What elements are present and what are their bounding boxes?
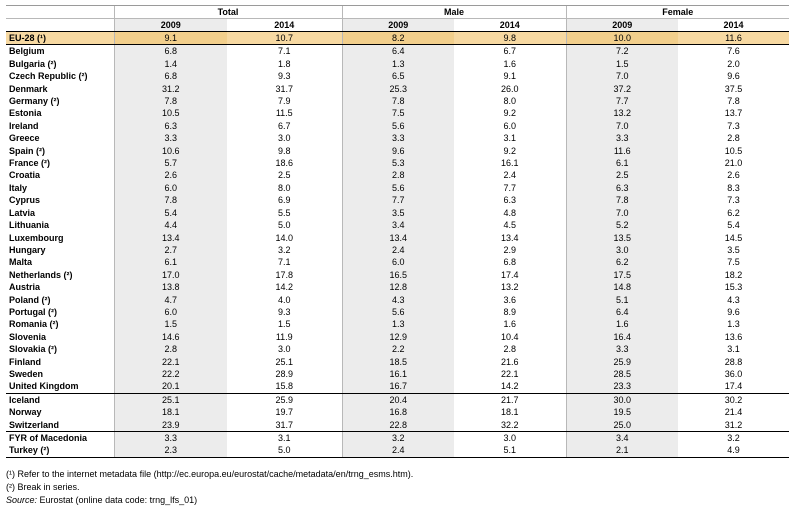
value-cell: 13.6 <box>724 331 743 342</box>
table-row <box>6 256 789 268</box>
value-cell: 5.3 <box>342 157 454 169</box>
value-cell: 6.1 <box>114 256 227 268</box>
source-line <box>6 494 795 507</box>
value-cell: 31.2 <box>114 83 227 95</box>
value-cell: 1.5 <box>277 319 291 330</box>
country-name: Greece <box>9 133 40 144</box>
value-cell: 28.9 <box>275 368 294 379</box>
country-name: Finland <box>9 356 41 367</box>
value-cell: 2.7 <box>114 244 227 256</box>
value-cell: 16.1 <box>500 158 519 169</box>
value-cell: 31.7 <box>275 83 294 94</box>
country-name: Iceland <box>9 394 41 405</box>
table-row <box>6 58 789 70</box>
value-cell: 30.2 <box>724 394 743 405</box>
header-years-row <box>6 19 789 32</box>
value-cell: 7.0 <box>566 120 678 132</box>
value-cell: 10.5 <box>724 145 743 156</box>
value-cell: 1.3 <box>342 318 454 330</box>
value-cell: 1.4 <box>114 58 227 70</box>
value-cell: 13.4 <box>500 232 519 243</box>
value-cell: 3.0 <box>503 433 517 443</box>
value-cell: 21.4 <box>724 407 743 418</box>
table-row <box>6 83 789 95</box>
value-cell: 3.2 <box>342 432 454 445</box>
table-row <box>6 107 789 119</box>
value-cell: 6.0 <box>503 120 517 131</box>
value-cell: 1.6 <box>503 319 517 330</box>
country-name: Sweden <box>9 368 44 379</box>
value-cell: 16.4 <box>566 331 678 343</box>
value-cell: 22.2 <box>114 368 227 380</box>
country-name: Czech Republic (²) <box>9 71 88 82</box>
value-cell: 14.5 <box>724 232 743 243</box>
value-cell: 5.0 <box>277 220 291 231</box>
value-cell: 2.1 <box>566 444 678 457</box>
value-cell: 6.4 <box>566 306 678 318</box>
value-cell: 20.1 <box>114 380 227 393</box>
value-cell: 1.3 <box>342 58 454 70</box>
table-row <box>6 294 789 306</box>
table-row <box>6 95 789 107</box>
value-cell: 23.9 <box>114 419 227 432</box>
value-cell: 9.2 <box>503 108 517 119</box>
value-cell: 4.3 <box>342 294 454 306</box>
country-name: Turkey (²) <box>6 444 114 457</box>
value-cell: 6.3 <box>566 182 678 194</box>
table-row <box>6 419 789 432</box>
value-cell: 21.0 <box>724 158 743 169</box>
value-cell: 2.4 <box>503 170 517 181</box>
value-cell: 18.5 <box>342 356 454 368</box>
value-cell: 5.1 <box>454 444 566 457</box>
value-cell: 5.2 <box>566 219 678 231</box>
value-cell: 14.2 <box>275 282 294 293</box>
value-cell: 5.6 <box>342 182 454 194</box>
value-cell: 25.9 <box>566 356 678 368</box>
header-year: 2014 <box>454 19 566 32</box>
value-cell: 6.3 <box>503 195 517 206</box>
value-cell: 11.5 <box>275 108 293 119</box>
header-corner-2 <box>6 19 114 32</box>
data-table <box>6 5 789 458</box>
value-cell: 37.2 <box>566 83 678 95</box>
country-name: Hungary <box>9 244 46 255</box>
country-name: France (²) <box>9 158 51 169</box>
value-cell: 25.3 <box>342 83 454 95</box>
country-name: Netherlands (²) <box>9 269 73 280</box>
value-cell: 6.8 <box>503 257 517 268</box>
value-cell: 4.8 <box>503 207 517 218</box>
value-cell: 30.0 <box>566 393 678 406</box>
value-cell: 3.0 <box>277 344 291 355</box>
value-cell: 5.4 <box>114 207 227 219</box>
value-cell: 3.1 <box>277 433 291 443</box>
value-cell: 7.8 <box>342 95 454 107</box>
header-year: 2009 <box>342 19 454 32</box>
value-cell: 14.2 <box>454 380 566 393</box>
value-cell: 28.8 <box>724 356 743 367</box>
value-cell: 9.8 <box>277 145 291 156</box>
value-cell: 6.8 <box>114 70 227 82</box>
value-cell: 9.6 <box>727 306 740 317</box>
value-cell: 2.0 <box>727 58 740 69</box>
value-cell: 28.5 <box>566 368 678 380</box>
value-cell: 10.7 <box>227 32 342 45</box>
table-row <box>6 207 789 219</box>
table-row <box>6 444 789 457</box>
value-cell: 16.5 <box>342 269 454 281</box>
table-row <box>6 380 789 393</box>
table-row <box>6 219 789 231</box>
value-cell: 13.4 <box>114 232 227 244</box>
value-cell: 6.5 <box>342 70 454 82</box>
header-male: Male <box>342 6 566 19</box>
value-cell: 7.3 <box>727 120 740 131</box>
value-cell: 17.4 <box>500 269 519 280</box>
value-cell: 6.0 <box>114 182 227 194</box>
country-name: Austria <box>9 282 41 293</box>
value-cell: 22.1 <box>500 368 519 379</box>
value-cell: 9.2 <box>503 145 517 156</box>
value-cell: 16.7 <box>342 380 454 393</box>
value-cell: 1.6 <box>503 58 517 69</box>
table-row <box>6 182 789 194</box>
value-cell: 31.7 <box>227 419 342 432</box>
table-row <box>6 269 789 281</box>
value-cell: 3.1 <box>503 133 517 144</box>
value-cell: 14.8 <box>566 281 678 293</box>
country-name: Cyprus <box>9 195 41 206</box>
value-cell: 9.3 <box>277 306 291 317</box>
value-cell: 5.6 <box>342 120 454 132</box>
value-cell: 23.3 <box>566 380 678 393</box>
value-cell: 7.0 <box>566 70 678 82</box>
value-cell: 6.4 <box>342 45 454 58</box>
value-cell: 32.2 <box>454 419 566 432</box>
value-cell: 7.1 <box>277 46 291 57</box>
value-cell: 12.9 <box>342 331 454 343</box>
value-cell: 10.5 <box>114 107 227 119</box>
value-cell: 13.2 <box>566 107 678 119</box>
value-cell: 3.0 <box>566 244 678 256</box>
table-row <box>6 70 789 82</box>
value-cell: 20.4 <box>342 393 454 406</box>
value-cell: 4.0 <box>277 294 291 305</box>
value-cell: 11.6 <box>678 32 789 45</box>
value-cell: 2.3 <box>114 444 227 457</box>
value-cell: 22.8 <box>342 419 454 432</box>
table-row <box>6 132 789 144</box>
header-year: 2014 <box>678 19 789 32</box>
value-cell: 3.5 <box>727 244 740 255</box>
country-name: Estonia <box>9 108 42 119</box>
country-name: Portugal (²) <box>9 306 57 317</box>
table-row <box>6 343 789 355</box>
table-body <box>6 32 789 458</box>
value-cell: 7.8 <box>114 194 227 206</box>
table-row <box>6 318 789 330</box>
value-cell: 7.8 <box>566 194 678 206</box>
value-cell: 25.9 <box>275 394 294 405</box>
page <box>6 5 795 507</box>
value-cell: 3.3 <box>566 132 678 144</box>
value-cell: 11.9 <box>275 331 293 342</box>
value-cell: 19.7 <box>275 407 294 418</box>
value-cell: 14.0 <box>275 232 294 243</box>
value-cell: 13.2 <box>500 282 519 293</box>
value-cell: 6.0 <box>342 256 454 268</box>
value-cell: 21.7 <box>500 394 519 405</box>
country-name: Denmark <box>9 83 48 94</box>
value-cell: 8.3 <box>727 182 740 193</box>
value-cell: 1.5 <box>566 58 678 70</box>
value-cell: 7.6 <box>727 46 740 57</box>
value-cell: 7.9 <box>277 96 291 107</box>
header-groups-row <box>6 6 789 19</box>
value-cell: 18.2 <box>724 269 743 280</box>
value-cell: 9.6 <box>727 71 740 82</box>
value-cell: 18.6 <box>275 158 294 169</box>
value-cell: 37.5 <box>724 83 743 94</box>
country-name: Belgium <box>9 46 45 57</box>
value-cell: 18.1 <box>500 407 519 418</box>
value-cell: 2.6 <box>727 170 740 181</box>
value-cell: 6.3 <box>114 120 227 132</box>
value-cell: 7.5 <box>727 257 740 268</box>
table-row <box>6 393 789 406</box>
value-cell: 9.1 <box>503 71 517 82</box>
table-row <box>6 169 789 181</box>
footnote-metadata: (¹) Refer to the internet metadata file (http://ec.europa.eu/eurostat/cache/metadata/en/trng_esms.htm). <box>6 468 414 479</box>
value-cell: 3.1 <box>727 344 740 355</box>
value-cell: 17.8 <box>275 269 294 280</box>
table-row <box>6 432 789 445</box>
value-cell: 6.2 <box>727 207 740 218</box>
value-cell: 2.6 <box>114 169 227 181</box>
footnote-break: (²) Break in series. <box>6 481 80 492</box>
value-cell: 2.4 <box>342 244 454 256</box>
value-cell: 3.4 <box>566 432 678 445</box>
value-cell: 8.0 <box>277 182 291 193</box>
value-cell: 5.7 <box>114 157 227 169</box>
value-cell: 5.1 <box>566 294 678 306</box>
country-name: Spain (²) <box>9 145 45 156</box>
table-row-eu28 <box>6 32 789 45</box>
value-cell: 3.2 <box>277 244 291 255</box>
value-cell: 6.0 <box>114 306 227 318</box>
value-cell: 21.6 <box>500 356 519 367</box>
value-cell: 3.3 <box>566 343 678 355</box>
header-total: Total <box>114 6 342 19</box>
country-name: Switzerland <box>6 419 114 432</box>
table-row <box>6 232 789 244</box>
country-name: Slovakia (²) <box>9 344 58 355</box>
value-cell: 2.5 <box>566 169 678 181</box>
value-cell: 2.5 <box>277 170 291 181</box>
value-cell: 7.5 <box>342 107 454 119</box>
country-name: FYR of Macedonia <box>9 433 88 443</box>
value-cell: 12.8 <box>342 281 454 293</box>
value-cell: 3.5 <box>342 207 454 219</box>
value-cell: 25.1 <box>275 356 294 367</box>
value-cell: 9.6 <box>342 145 454 157</box>
value-cell: 2.8 <box>342 169 454 181</box>
table-row <box>6 331 789 343</box>
country-name: EU-28 (¹) <box>6 32 114 45</box>
value-cell: 8.9 <box>503 306 517 317</box>
value-cell: 9.1 <box>114 32 227 45</box>
value-cell: 10.0 <box>566 32 678 45</box>
value-cell: 11.6 <box>566 145 678 157</box>
value-cell: 25.1 <box>114 393 227 406</box>
value-cell: 16.1 <box>342 368 454 380</box>
value-cell: 3.4 <box>342 219 454 231</box>
value-cell: 31.2 <box>678 419 789 432</box>
value-cell: 25.0 <box>566 419 678 432</box>
value-cell: 5.5 <box>277 207 291 218</box>
value-cell: 7.8 <box>727 96 740 107</box>
header-corner <box>6 6 114 19</box>
table-row <box>6 244 789 256</box>
value-cell: 6.2 <box>566 256 678 268</box>
value-cell: 6.7 <box>503 46 517 57</box>
value-cell: 7.7 <box>503 182 517 193</box>
value-cell: 7.3 <box>727 195 740 206</box>
value-cell: 1.5 <box>114 318 227 330</box>
country-name: Italy <box>9 182 28 193</box>
value-cell: 10.4 <box>500 331 519 342</box>
value-cell: 2.9 <box>503 244 517 255</box>
value-cell: 3.2 <box>727 433 740 443</box>
country-name: Luxembourg <box>9 232 64 243</box>
value-cell: 36.0 <box>724 368 743 379</box>
value-cell: 4.7 <box>114 294 227 306</box>
value-cell: 17.4 <box>678 380 789 393</box>
table-row <box>6 406 789 418</box>
value-cell: 4.3 <box>727 294 740 305</box>
country-name: United Kingdom <box>6 380 114 393</box>
value-cell: 2.8 <box>503 344 517 355</box>
value-cell: 4.9 <box>678 444 789 457</box>
value-cell: 6.1 <box>566 157 678 169</box>
table-row <box>6 356 789 368</box>
value-cell: 5.4 <box>727 220 740 231</box>
value-cell: 15.3 <box>724 282 743 293</box>
value-cell: 22.1 <box>114 356 227 368</box>
value-cell: 2.8 <box>727 133 740 144</box>
value-cell: 7.8 <box>114 95 227 107</box>
value-cell: 7.0 <box>566 207 678 219</box>
footnotes <box>6 468 795 507</box>
value-cell: 8.0 <box>503 96 517 107</box>
table-row <box>6 157 789 169</box>
value-cell: 2.4 <box>342 444 454 457</box>
table-row <box>6 45 789 58</box>
value-cell: 4.4 <box>114 219 227 231</box>
country-name: Ireland <box>9 120 39 131</box>
value-cell: 3.0 <box>277 133 291 144</box>
value-cell: 3.3 <box>114 432 227 445</box>
value-cell: 3.3 <box>114 132 227 144</box>
value-cell: 9.8 <box>454 32 566 45</box>
value-cell: 17.5 <box>566 269 678 281</box>
value-cell: 1.6 <box>566 318 678 330</box>
value-cell: 7.7 <box>566 95 678 107</box>
country-name: Romania (²) <box>9 319 59 330</box>
table-row <box>6 194 789 206</box>
value-cell: 15.8 <box>227 380 342 393</box>
header-year: 2009 <box>114 19 227 32</box>
value-cell: 6.8 <box>114 45 227 58</box>
value-cell: 4.5 <box>503 220 517 231</box>
country-name: Poland (²) <box>9 294 51 305</box>
value-cell: 2.8 <box>114 343 227 355</box>
value-cell: 16.8 <box>342 406 454 418</box>
value-cell: 9.3 <box>277 71 291 82</box>
value-cell: 7.2 <box>566 45 678 58</box>
country-name: Bulgaria (²) <box>9 58 57 69</box>
value-cell: 5.0 <box>227 444 342 457</box>
source-text: Eurostat (online data code: trng_lfs_01) <box>37 494 198 505</box>
table-row <box>6 120 789 132</box>
value-cell: 1.3 <box>727 319 740 330</box>
value-cell: 26.0 <box>500 83 519 94</box>
value-cell: 13.5 <box>566 232 678 244</box>
value-cell: 19.5 <box>566 406 678 418</box>
value-cell: 17.0 <box>114 269 227 281</box>
source-label: Source: <box>6 494 38 505</box>
country-name: Norway <box>9 407 42 418</box>
country-name: Slovenia <box>9 331 47 342</box>
value-cell: 7.1 <box>277 257 291 268</box>
table-row <box>6 368 789 380</box>
header-year: 2009 <box>566 19 678 32</box>
country-name: Germany (²) <box>9 96 60 107</box>
value-cell: 6.7 <box>277 120 291 131</box>
value-cell: 7.7 <box>342 194 454 206</box>
country-name: Croatia <box>9 170 41 181</box>
country-name: Lithuania <box>9 220 49 231</box>
value-cell: 1.8 <box>277 58 291 69</box>
value-cell: 13.8 <box>114 281 227 293</box>
value-cell: 3.3 <box>342 132 454 144</box>
value-cell: 2.2 <box>342 343 454 355</box>
header-year: 2014 <box>227 19 342 32</box>
value-cell: 13.7 <box>724 108 743 119</box>
table-row <box>6 281 789 293</box>
value-cell: 18.1 <box>114 406 227 418</box>
header-female: Female <box>566 6 789 19</box>
value-cell: 10.6 <box>114 145 227 157</box>
table-row <box>6 145 789 157</box>
value-cell: 13.4 <box>342 232 454 244</box>
value-cell: 5.6 <box>342 306 454 318</box>
value-cell: 8.2 <box>342 32 454 45</box>
table-row <box>6 306 789 318</box>
country-name: Latvia <box>9 207 36 218</box>
country-name: Malta <box>9 257 33 268</box>
value-cell: 3.6 <box>503 294 517 305</box>
value-cell: 6.9 <box>277 195 291 206</box>
value-cell: 14.6 <box>114 331 227 343</box>
